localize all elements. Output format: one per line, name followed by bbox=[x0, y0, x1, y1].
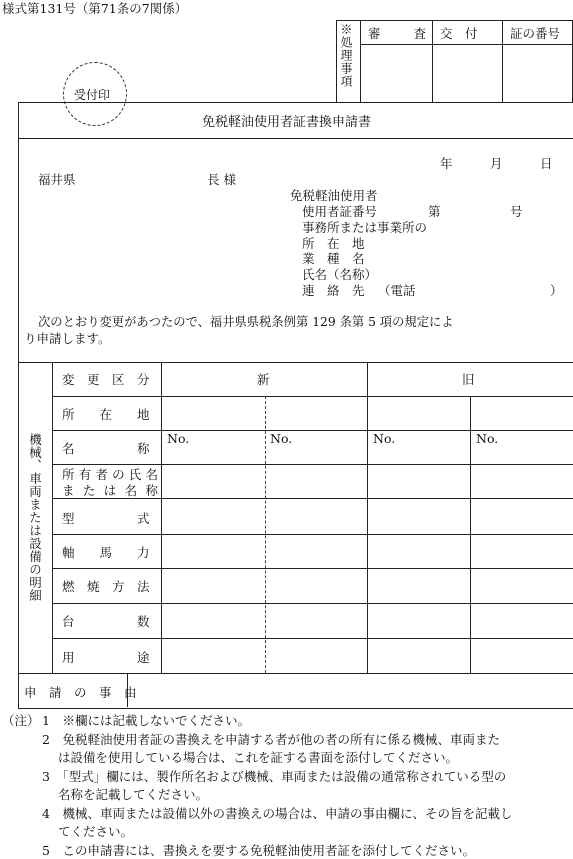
name-label: 氏名（名称） bbox=[302, 267, 378, 282]
note-1: 1 ※欄には記載しないでください。 bbox=[42, 713, 250, 728]
col-shinsa: 審 査 bbox=[368, 26, 426, 41]
table-side-label: 機械、車両または設備の明細 bbox=[27, 433, 43, 602]
col-category: 変 更 区 分 bbox=[62, 372, 150, 387]
form-id: 様式第131号（第71条の7関係） bbox=[2, 1, 188, 16]
statement-line1: 次のとおり変更があつたので、福井県県税条例第 129 条第 5 項の規定によ bbox=[38, 315, 454, 329]
processing-mark: ※処理事項 bbox=[339, 23, 353, 88]
note-3b: 名称を記載してください。 bbox=[58, 787, 209, 802]
date-line: 年 月 日 bbox=[440, 156, 553, 171]
form-title: 免税軽油使用者証書換申請書 bbox=[201, 115, 371, 130]
row-shaft-hp: 軸 馬 力 bbox=[62, 545, 150, 560]
no-new-1: No. bbox=[167, 431, 190, 446]
col-koufu: 交 付 bbox=[440, 26, 478, 41]
row-model: 型 式 bbox=[62, 511, 150, 526]
addressee-pref: 福井県 bbox=[38, 172, 76, 187]
note-5: 5 この申請書には、書換えを要する免税軽油使用者証を添付してください。 bbox=[42, 843, 475, 858]
note-4b: てください。 bbox=[58, 824, 134, 839]
applicant-heading: 免税軽油使用者 bbox=[290, 188, 378, 203]
note-4a: 4 機械、車両または設備以外の書換えの場合は、申請の事由欄に、その旨を記載し bbox=[42, 806, 513, 821]
row-usage: 用 途 bbox=[62, 650, 150, 665]
no-new-2: No. bbox=[270, 431, 293, 446]
office-label: 事務所または事業所の bbox=[302, 220, 428, 235]
cert-dai: 第 bbox=[428, 204, 441, 219]
col-new: 新 bbox=[257, 372, 270, 387]
cert-go: 号 bbox=[510, 204, 523, 219]
notes-prefix: （注） bbox=[2, 713, 40, 728]
no-old-1: No. bbox=[373, 431, 396, 446]
col-number: 証の番号 bbox=[510, 26, 561, 41]
note-2a: 2 免税軽油使用者証の書換えを申請する者が他の者の所有に係る機械、車両また bbox=[42, 732, 500, 747]
reason-label: 申 請 の 事 由 bbox=[24, 685, 137, 700]
cert-number-label: 使用者証番号 bbox=[302, 204, 378, 219]
contact-label: 連 絡 先 bbox=[302, 283, 365, 298]
business-label: 業 種 名 bbox=[302, 251, 365, 266]
addressee-title: 長 様 bbox=[207, 172, 236, 187]
row-location: 所 在 地 bbox=[62, 407, 150, 422]
note-3a: 3 「型式」欄には、製作所名および機械、車両または設備の通常称されている型の bbox=[42, 769, 507, 784]
row-count: 台 数 bbox=[62, 614, 150, 629]
location-label: 所 在 地 bbox=[302, 236, 365, 251]
receipt-stamp-label: 受付印 bbox=[74, 88, 111, 102]
row-name: 名 称 bbox=[62, 441, 150, 456]
statement-line2: り申請します。 bbox=[24, 331, 111, 346]
phone-close: ） bbox=[550, 283, 563, 298]
row-owner-line2: または名称 bbox=[62, 483, 158, 498]
row-combustion: 燃 焼 方 法 bbox=[62, 579, 150, 594]
phone-open: （電話 bbox=[378, 283, 416, 298]
col-old: 旧 bbox=[462, 372, 475, 387]
note-2b: は設備を使用している場合は、これを証する書面を添付してください。 bbox=[58, 750, 459, 765]
row-owner-line1: 所有者の氏名 bbox=[62, 467, 158, 482]
no-old-2: No. bbox=[476, 431, 499, 446]
